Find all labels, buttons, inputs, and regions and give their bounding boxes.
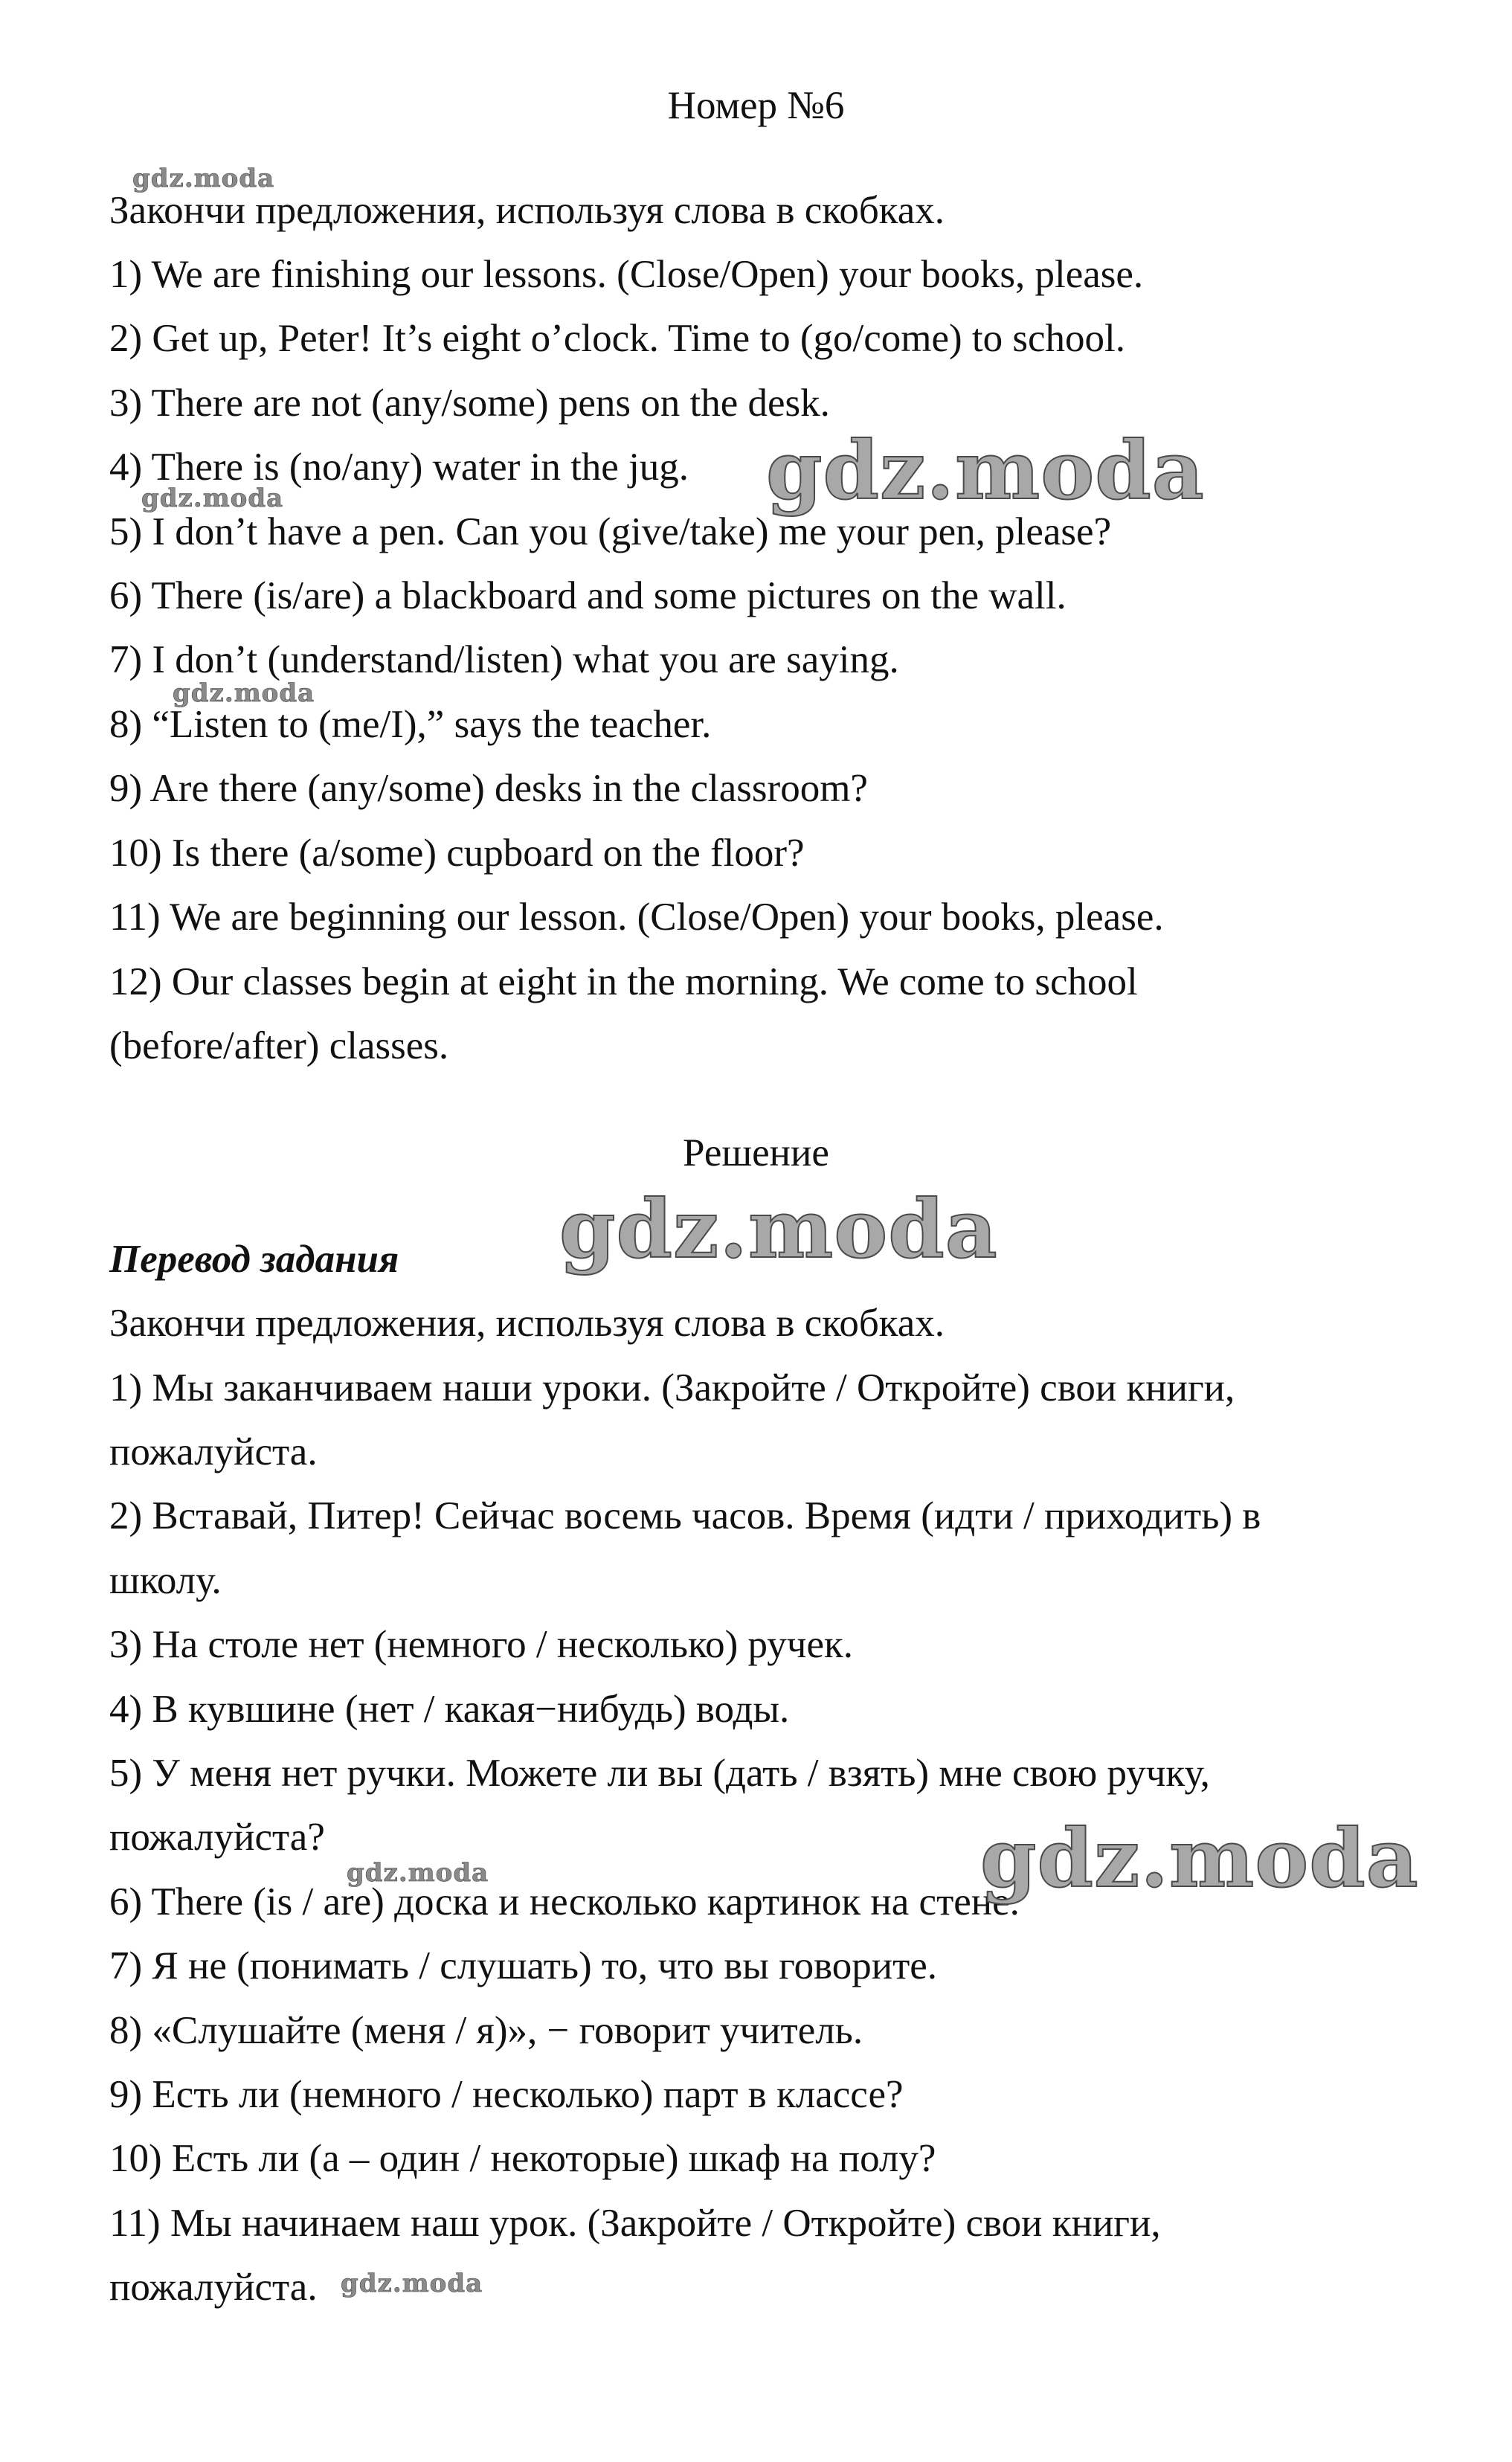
translation-line: 2) Вставай, Питер! Сейчас восемь часов. Время (идти / приходить) в: [109, 1494, 1261, 1537]
translation-line: 8) «Слушайте (меня / я)», − говорит учитель.: [109, 2009, 863, 2052]
task-instruction: Закончи предложения, используя слова в скобках.: [109, 189, 945, 232]
translation-line: 11) Мы начинаем наш урок. (Закройте / Откройте) свои книги,: [109, 2202, 1161, 2245]
task-item: 12) Our classes begin at eight in the morning. We come to school: [109, 960, 1138, 1003]
translation-line: 10) Есть ли (а – один / некоторые) шкаф на полу?: [109, 2137, 936, 2180]
translation-line: пожалуйста.: [109, 1430, 318, 1473]
translation-line: 9) Есть ли (немного / несколько) парт в классе?: [109, 2073, 904, 2116]
watermark: gdz.moda: [559, 1183, 998, 1276]
task-item: 6) There (is/are) a blackboard and some pictures on the wall.: [109, 574, 1067, 617]
translation-line: 7) Я не (понимать / слушать) то, что вы говорите.: [109, 1944, 938, 1987]
translation-line: пожалуйста?: [109, 1816, 325, 1859]
watermark: gdz.moda: [347, 1858, 489, 1888]
task-item: (before/after) classes.: [109, 1024, 449, 1067]
watermark: gdz.moda: [132, 164, 275, 193]
task-item: 5) I don’t have a pen. Can you (give/take) me your pen, please?: [109, 510, 1112, 553]
translation-line: 4) В кувшине (нет / какая−нибудь) воды.: [109, 1688, 790, 1731]
translation-line: 5) У меня нет ручки. Можете ли вы (дать / взять) мне свою ручку,: [109, 1752, 1210, 1795]
task-item: 8) “Listen to (me/I),” says the teacher.: [109, 703, 712, 746]
translation-line: 3) На столе нет (немного / несколько) ручек.: [109, 1623, 853, 1666]
task-item: 2) Get up, Peter! It’s eight o’clock. Time to (go/come) to school.: [109, 317, 1125, 360]
translation-line: школу.: [109, 1559, 222, 1602]
watermark: gdz.moda: [173, 678, 315, 708]
task-item: 9) Are there (any/some) desks in the classroom?: [109, 767, 868, 810]
watermark: gdz.moda: [141, 483, 284, 513]
watermark: gdz.moda: [980, 1812, 1419, 1906]
task-item: 11) We are beginning our lesson. (Close/Open) your books, please.: [109, 896, 1164, 939]
task-item: 3) There are not (any/some) pens on the desk.: [109, 382, 830, 425]
task-item: 1) We are finishing our lessons. (Close/Open) your books, please.: [109, 253, 1144, 296]
translation-line: пожалуйста.: [109, 2266, 318, 2309]
translation-instruction: Закончи предложения, используя слова в скобках.: [109, 1302, 945, 1345]
translation-line: 6) There (is / are) доска и несколько картинок на стене.: [109, 1880, 1020, 1923]
translation-heading: Перевод задания: [109, 1238, 399, 1281]
watermark: gdz.moda: [341, 2269, 483, 2298]
task-item: 10) Is there (a/some) cupboard on the floor?: [109, 832, 805, 875]
page-title: Номер №6: [667, 84, 845, 127]
solution-heading: Решение: [683, 1131, 829, 1174]
translation-line: 1) Мы заканчиваем наши уроки. (Закройте / Откройте) свои книги,: [109, 1366, 1235, 1410]
task-item: 7) I don’t (understand/listen) what you are saying.: [109, 638, 899, 681]
watermark: gdz.moda: [766, 424, 1205, 518]
task-item: 4) There is (no/any) water in the jug.: [109, 446, 689, 489]
